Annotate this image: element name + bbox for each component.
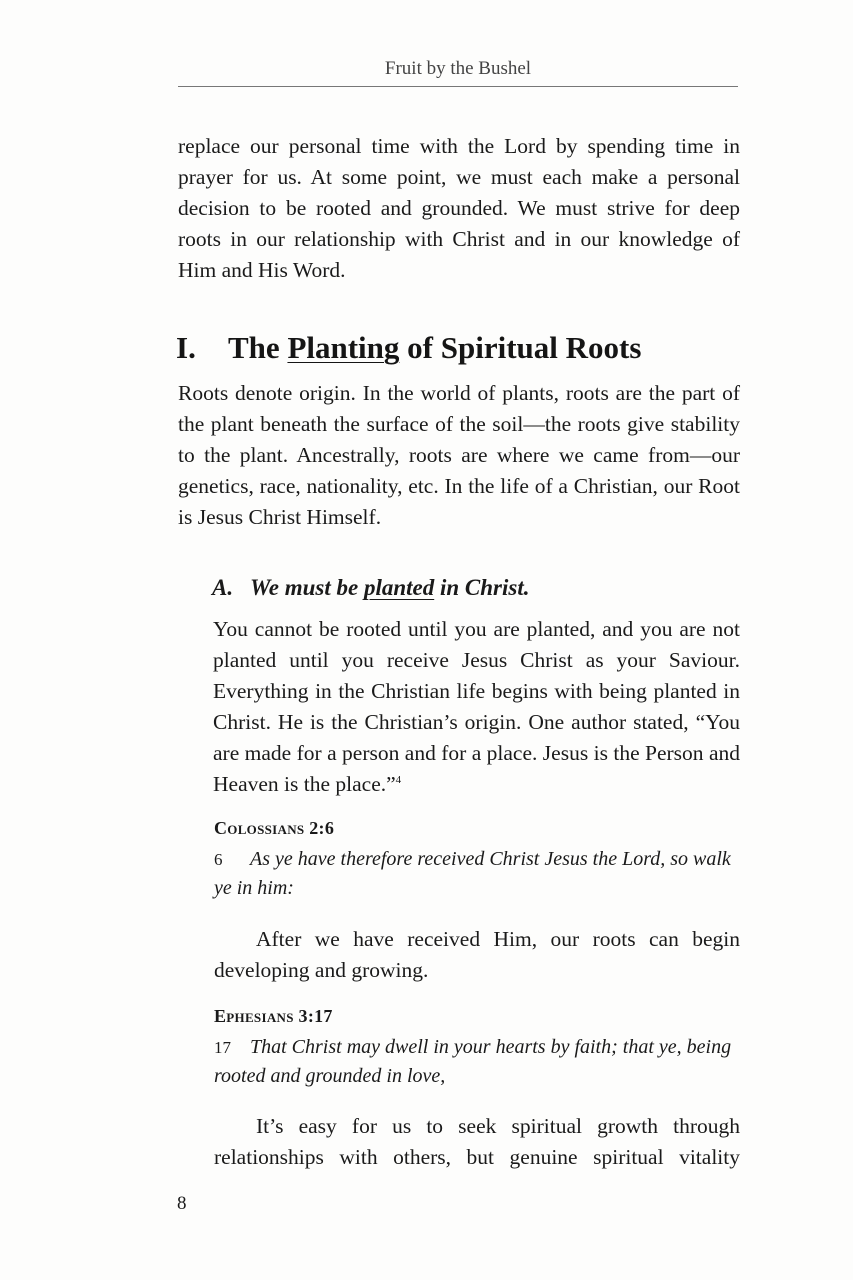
header-rule bbox=[178, 86, 738, 87]
subsection-title-after: in Christ. bbox=[434, 575, 530, 600]
running-header: Fruit by the Bushel bbox=[384, 58, 532, 79]
subsection-heading bbox=[212, 575, 529, 601]
scripture-commentary: It’s easy for us to seek spiritual growth through relationships with others, but genuine spiritual vitality bbox=[214, 1114, 740, 1169]
verse-number: 17 bbox=[214, 1038, 231, 1057]
subsection-title-underlined: planted bbox=[363, 575, 435, 600]
scripture-verse bbox=[214, 845, 740, 902]
subsection-paragraph bbox=[213, 614, 740, 800]
section-heading bbox=[176, 330, 641, 366]
section-title-before: The bbox=[228, 330, 288, 365]
subsection-paragraph-text: You cannot be rooted until you are planted, and you are not planted until you receive Jesus Christ as your Saviour. Everything in the Christian life begins with being planted in Christ. He is the Christian’s origin. One author stated, “You are made for a person and for a place. Jesus is the Person and Heaven is the place.” bbox=[213, 617, 740, 796]
section-number: I. bbox=[176, 330, 196, 365]
section-title-after: of Spiritual Roots bbox=[399, 330, 642, 365]
scripture-commentary: After we have received Him, our roots can begin developing and growing. bbox=[214, 927, 740, 982]
footnote-marker: 4 bbox=[395, 773, 402, 786]
subsection-title-before: We must be bbox=[250, 575, 364, 600]
scripture-reference: Ephesians 3:17 bbox=[214, 1006, 333, 1026]
scripture-verse bbox=[214, 1033, 740, 1090]
verse-text: That Christ may dwell in your hearts by faith; that ye, being rooted and grounded in love, bbox=[214, 1036, 732, 1087]
verse-number: 6 bbox=[214, 850, 223, 869]
intro-paragraph: replace our personal time with the Lord by spending time in prayer for us. At some point, we must each make a personal decision to be rooted and grounded. We must strive for deep roots in our relationship with Christ and in our knowledge of Him and His Word. bbox=[178, 134, 740, 282]
subsection-number: A. bbox=[212, 575, 234, 600]
verse-text: As ye have therefore received Christ Jesus the Lord, so walk ye in him: bbox=[214, 848, 731, 899]
section-paragraph: Roots denote origin. In the world of plants, roots are the part of the plant beneath the surface of the soil—the roots give stability to the plant. Ancestrally, roots are where we came from—our genetics, race, nationality, etc. In the life of a Christian, our Root is Jesus Christ Himself. bbox=[178, 381, 740, 529]
page-number: 8 bbox=[177, 1193, 187, 1214]
scripture-reference: Colossians 2:6 bbox=[214, 818, 335, 838]
section-title-underlined: Planting bbox=[287, 330, 400, 365]
